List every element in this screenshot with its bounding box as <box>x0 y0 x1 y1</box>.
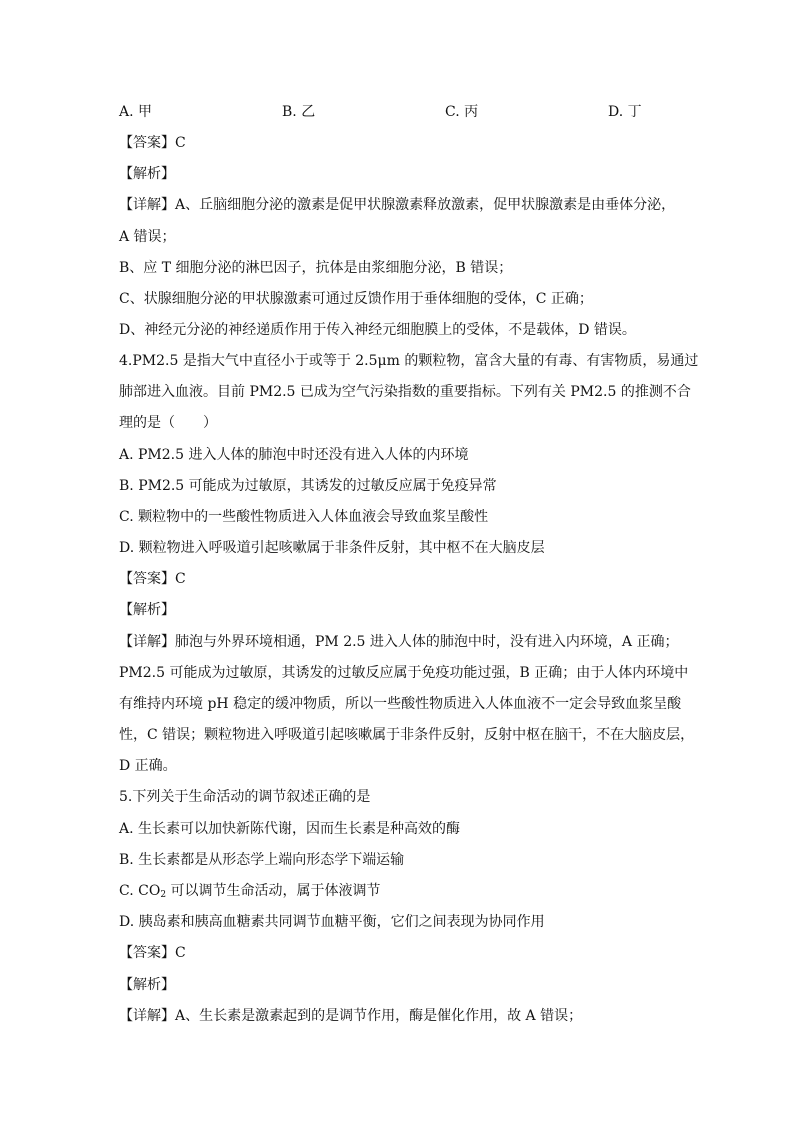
q3-detail-line: B、应 T 细胞分泌的淋巴因子，抗体是由浆细胞分泌，B 错误； <box>119 260 513 276</box>
q3-detail-line: A 错误； <box>119 229 176 245</box>
q4-option-c: C. 颗粒物中的一些酸性物质进入人体血液会导致血浆呈酸性 <box>119 509 489 525</box>
q5-detail-line: 【详解】A、生长素是激素起到的是调节作用，酶是催化作用，故 A 错误； <box>119 1008 583 1024</box>
q5-option-c-subscript: 2 <box>160 890 167 900</box>
q4-option-d: D. 颗粒物进入呼吸道引起咳嗽属于非条件反射，其中枢不在大脑皮层 <box>119 540 545 556</box>
q3-analysis-label: 【解析】 <box>119 166 175 182</box>
q3-option-d: D. 丁 <box>608 104 642 120</box>
q4-detail-line: 【详解】肺泡与外界环境相通，PM 2.5 进入人体的肺泡中时，没有进入内环境，A 正确； <box>119 634 679 650</box>
q5-option-c-prefix: C. CO <box>119 883 161 899</box>
q4-option-a: A. PM2.5 进入人体的肺泡中时还没有进入人体的内环境 <box>119 447 469 463</box>
q3-answer: 【答案】C <box>119 135 186 151</box>
q4-stem-line: 肺部进入血液。目前 PM2.5 已成为空气污染指数的重要指标。下列有关 PM2.5 的推测不合 <box>119 384 691 400</box>
q5-analysis-label: 【解析】 <box>119 977 175 993</box>
q4-stem-line: 理的是（ ） <box>119 415 217 431</box>
q3-detail-line: D、神经元分泌的神经递质作用于传入神经元细胞膜上的受体，不是载体，D 错误。 <box>119 322 636 338</box>
q5-option-a: A. 生长素可以加快新陈代谢，因而生长素是种高效的酶 <box>119 821 461 837</box>
q5-option-c-suffix: 可以调节生命活动，属于体液调节 <box>166 883 381 899</box>
q4-detail-line: 有维持内环境 pH 稳定的缓冲物质，所以一些酸性物质进入人体血液不一定会导致血浆呈酸 <box>119 696 682 712</box>
q3-option-a: A. 甲 <box>119 104 153 120</box>
q5-stem: 5.下列关于生命活动的调节叙述正确的是 <box>119 789 371 805</box>
q5-option-d: D. 胰岛素和胰高血糖素共同调节血糖平衡，它们之间表现为协同作用 <box>119 914 545 930</box>
q4-option-b: B. PM2.5 可能成为过敏原，其诱发的过敏反应属于免疫异常 <box>119 478 497 494</box>
q4-answer: 【答案】C <box>119 571 186 587</box>
q3-detail-line: 【详解】A、丘脑细胞分泌的激素是促甲状腺激素释放激素，促甲状腺激素是由垂体分泌， <box>119 197 676 213</box>
q4-detail-line: 性，C 错误；颗粒物进入呼吸道引起咳嗽属于非条件反射，反射中枢在脑干，不在大脑皮层， <box>119 727 695 743</box>
q4-detail-line: D 正确。 <box>119 758 177 774</box>
q5-option-c <box>119 881 679 901</box>
q3-option-c: C. 丙 <box>445 104 479 120</box>
q4-stem-line: 4.PM2.5 是指大气中直径小于或等于 2.5μm 的颗粒物，富含大量的有毒、有害物质，易通过 <box>119 353 699 369</box>
q3-detail-line: C、状腺细胞分泌的甲状腺激素可通过反馈作用于垂体细胞的受体，C 正确； <box>119 291 593 307</box>
q3-option-b: B. 乙 <box>282 104 316 120</box>
q5-answer: 【答案】C <box>119 945 186 961</box>
q4-detail-line: PM2.5 可能成为过敏原，其诱发的过敏反应属于免疫功能过强，B 正确；由于人体内环境中 <box>119 665 689 681</box>
q5-option-b: B. 生长素都是从形态学上端向形态学下端运输 <box>119 852 405 868</box>
q4-analysis-label: 【解析】 <box>119 602 175 618</box>
